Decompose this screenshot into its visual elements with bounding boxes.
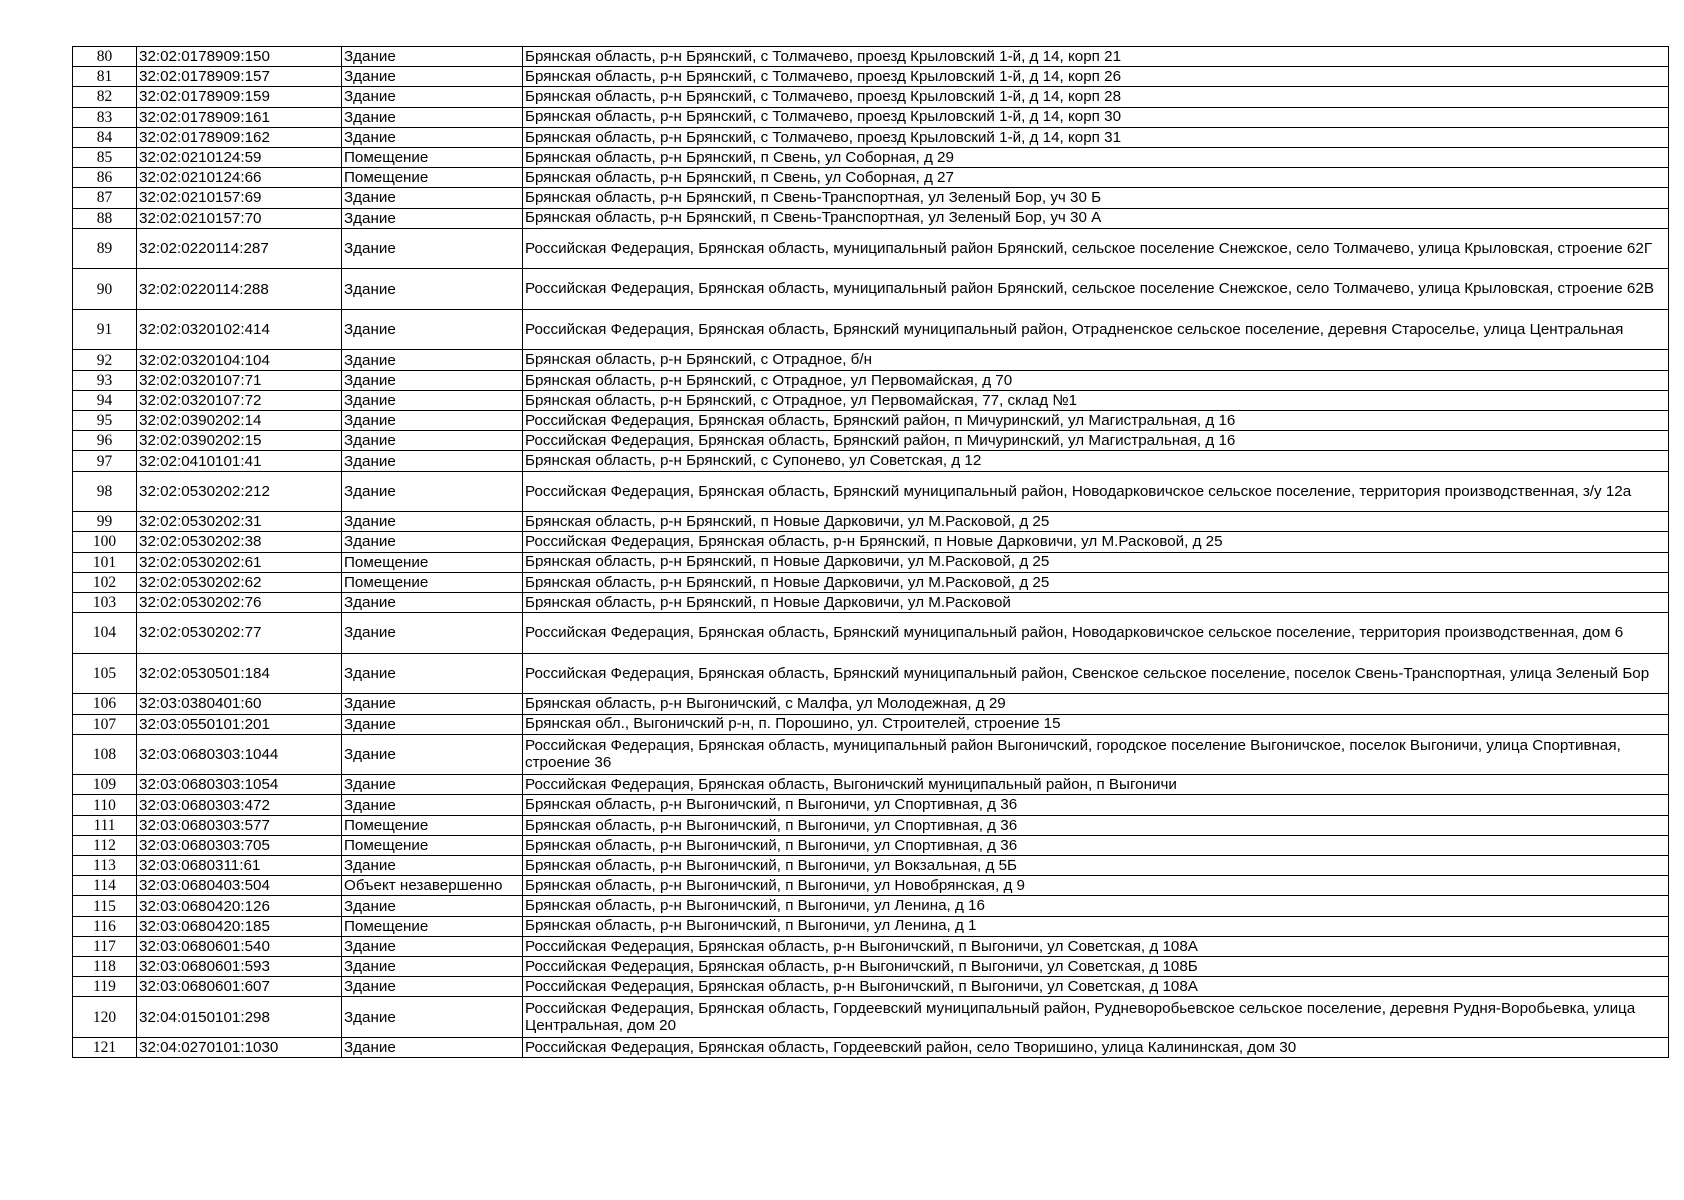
table-row (73, 390, 1669, 410)
table-row (73, 896, 1669, 916)
address-cell: Брянская область, р-н Брянский, п Свень, ул Соборная, д 27 (523, 168, 1669, 188)
cadastral-number-cell: 32:03:0550101:201 (137, 714, 342, 734)
cadastral-number-cell: 32:02:0178909:162 (137, 127, 342, 147)
row-number-cell: 100 (73, 532, 137, 552)
object-type-cell: Здание (342, 592, 523, 612)
row-number-cell: 109 (73, 775, 137, 795)
cadastral-number-cell: 32:02:0530202:31 (137, 512, 342, 532)
object-type-cell: Здание (342, 795, 523, 815)
object-type-cell: Здание (342, 471, 523, 512)
address-cell: Брянская область, р-н Выгоничский, п Выгоничи, ул Спортивная, д 36 (523, 815, 1669, 835)
address-cell: Брянская область, р-н Выгоничский, п Выгоничи, ул Новобрянская, д 9 (523, 876, 1669, 896)
cadastral-number-cell: 32:02:0390202:14 (137, 411, 342, 431)
cadastral-number-cell: 32:03:0380401:60 (137, 694, 342, 714)
address-cell: Брянская область, р-н Брянский, с Отрадное, ул Первомайская, 77, склад №1 (523, 390, 1669, 410)
table-row (73, 471, 1669, 512)
address-cell: Брянская область, р-н Выгоничский, п Выгоничи, ул Ленина, д 16 (523, 896, 1669, 916)
table-row (73, 572, 1669, 592)
document-page (72, 46, 1668, 1058)
table-row (73, 188, 1669, 208)
row-number-cell: 113 (73, 856, 137, 876)
row-number-cell: 88 (73, 208, 137, 228)
table-row (73, 714, 1669, 734)
cadastral-number-cell: 32:02:0530202:38 (137, 532, 342, 552)
cadastral-number-cell: 32:02:0320107:71 (137, 370, 342, 390)
object-type-cell: Помещение (342, 552, 523, 572)
property-table-body (73, 47, 1669, 1058)
address-cell: Российская Федерация, Брянская область, Брянский район, п Мичуринский, ул Магистральная, д 16 (523, 431, 1669, 451)
object-type-cell: Здание (342, 1037, 523, 1057)
address-cell: Российская Федерация, Брянская область, муниципальный район Брянский, сельское поселение Снежское, село Толмачево, улица Крыловская, строение 62В (523, 269, 1669, 310)
address-cell: Брянская область, р-н Брянский, п Свень, ул Соборная, д 29 (523, 147, 1669, 167)
row-number-cell: 110 (73, 795, 137, 815)
address-cell: Брянская область, р-н Выгоничский, п Выгоничи, ул Ленина, д 1 (523, 916, 1669, 936)
row-number-cell: 86 (73, 168, 137, 188)
table-row (73, 107, 1669, 127)
row-number-cell: 82 (73, 87, 137, 107)
cadastral-number-cell: 32:03:0680420:126 (137, 896, 342, 916)
cadastral-number-cell: 32:02:0320104:104 (137, 350, 342, 370)
table-row (73, 87, 1669, 107)
table-row (73, 208, 1669, 228)
cadastral-number-cell: 32:03:0680420:185 (137, 916, 342, 936)
object-type-cell: Помещение (342, 835, 523, 855)
row-number-cell: 115 (73, 896, 137, 916)
cadastral-number-cell: 32:03:0680303:1044 (137, 734, 342, 775)
table-row (73, 532, 1669, 552)
row-number-cell: 91 (73, 309, 137, 350)
object-type-cell: Здание (342, 208, 523, 228)
cadastral-number-cell: 32:02:0220114:287 (137, 228, 342, 269)
table-row (73, 815, 1669, 835)
object-type-cell: Здание (342, 309, 523, 350)
table-row (73, 350, 1669, 370)
row-number-cell: 97 (73, 451, 137, 471)
address-cell: Брянская область, р-н Брянский, с Отрадное, б/н (523, 350, 1669, 370)
row-number-cell: 99 (73, 512, 137, 532)
address-cell: Брянская область, р-н Брянский, с Отрадное, ул Первомайская, д 70 (523, 370, 1669, 390)
address-cell: Российская Федерация, Брянская область, Гордеевский район, село Творишино, улица Калининская, дом 30 (523, 1037, 1669, 1057)
row-number-cell: 102 (73, 572, 137, 592)
cadastral-number-cell: 32:02:0530202:77 (137, 613, 342, 654)
cadastral-number-cell: 32:02:0530202:76 (137, 592, 342, 612)
cadastral-number-cell: 32:02:0410101:41 (137, 451, 342, 471)
cadastral-number-cell: 32:02:0210157:69 (137, 188, 342, 208)
cadastral-number-cell: 32:03:0680303:472 (137, 795, 342, 815)
table-row (73, 451, 1669, 471)
row-number-cell: 101 (73, 552, 137, 572)
object-type-cell: Здание (342, 896, 523, 916)
row-number-cell: 89 (73, 228, 137, 269)
cadastral-number-cell: 32:02:0530501:184 (137, 653, 342, 694)
address-cell: Российская Федерация, Брянская область, Брянский муниципальный район, Свенское сельское поселение, поселок Свень-Транспортная, улица Зеленый Бор (523, 653, 1669, 694)
object-type-cell: Здание (342, 936, 523, 956)
row-number-cell: 98 (73, 471, 137, 512)
address-cell: Брянская область, р-н Брянский, с Толмачево, проезд Крыловский 1-й, д 14, корп 21 (523, 47, 1669, 67)
address-cell: Российская Федерация, Брянская область, р-н Выгоничский, п Выгоничи, ул Советская, д 108А (523, 936, 1669, 956)
table-row (73, 775, 1669, 795)
row-number-cell: 85 (73, 147, 137, 167)
address-cell: Российская Федерация, Брянская область, Выгоничский муниципальный район, п Выгоничи (523, 775, 1669, 795)
row-number-cell: 95 (73, 411, 137, 431)
object-type-cell: Помещение (342, 815, 523, 835)
table-row (73, 835, 1669, 855)
object-type-cell: Здание (342, 997, 523, 1038)
row-number-cell: 112 (73, 835, 137, 855)
cadastral-number-cell: 32:04:0150101:298 (137, 997, 342, 1038)
table-row (73, 997, 1669, 1038)
table-row (73, 734, 1669, 775)
row-number-cell: 84 (73, 127, 137, 147)
cadastral-number-cell: 32:02:0178909:157 (137, 67, 342, 87)
address-cell: Брянская область, р-н Брянский, с Толмачево, проезд Крыловский 1-й, д 14, корп 26 (523, 67, 1669, 87)
cadastral-number-cell: 32:02:0210124:59 (137, 147, 342, 167)
row-number-cell: 108 (73, 734, 137, 775)
object-type-cell: Здание (342, 613, 523, 654)
table-row (73, 936, 1669, 956)
object-type-cell: Здание (342, 856, 523, 876)
property-table (72, 46, 1669, 1058)
object-type-cell: Помещение (342, 916, 523, 936)
address-cell: Брянская область, р-н Брянский, п Новые Дарковичи, ул М.Расковой, д 25 (523, 552, 1669, 572)
row-number-cell: 114 (73, 876, 137, 896)
address-cell: Российская Федерация, Брянская область, Гордеевский муниципальный район, Рудневоробьевское сельское поселение, деревня Рудня-Воробьевка, улица Центральная, дом 20 (523, 997, 1669, 1038)
object-type-cell: Здание (342, 269, 523, 310)
object-type-cell: Здание (342, 390, 523, 410)
table-row (73, 512, 1669, 532)
address-cell: Брянская область, р-н Брянский, п Свень-Транспортная, ул Зеленый Бор, уч 30 А (523, 208, 1669, 228)
object-type-cell: Здание (342, 451, 523, 471)
row-number-cell: 111 (73, 815, 137, 835)
row-number-cell: 121 (73, 1037, 137, 1057)
row-number-cell: 96 (73, 431, 137, 451)
table-row (73, 309, 1669, 350)
row-number-cell: 103 (73, 592, 137, 612)
cadastral-number-cell: 32:03:0680601:540 (137, 936, 342, 956)
object-type-cell: Здание (342, 532, 523, 552)
table-row (73, 613, 1669, 654)
row-number-cell: 93 (73, 370, 137, 390)
table-row (73, 370, 1669, 390)
table-row (73, 694, 1669, 714)
table-row (73, 431, 1669, 451)
row-number-cell: 106 (73, 694, 137, 714)
address-cell: Российская Федерация, Брянская область, Брянский муниципальный район, Отрадненское сельское поселение, деревня Староселье, улица Центральная (523, 309, 1669, 350)
object-type-cell: Здание (342, 188, 523, 208)
object-type-cell: Здание (342, 734, 523, 775)
object-type-cell: Помещение (342, 572, 523, 592)
cadastral-number-cell: 32:03:0680303:1054 (137, 775, 342, 795)
row-number-cell: 94 (73, 390, 137, 410)
cadastral-number-cell: 32:03:0680403:504 (137, 876, 342, 896)
row-number-cell: 120 (73, 997, 137, 1038)
table-row (73, 67, 1669, 87)
row-number-cell: 81 (73, 67, 137, 87)
table-row (73, 127, 1669, 147)
cadastral-number-cell: 32:02:0210124:66 (137, 168, 342, 188)
cadastral-number-cell: 32:02:0178909:159 (137, 87, 342, 107)
table-row (73, 653, 1669, 694)
object-type-cell: Здание (342, 512, 523, 532)
table-row (73, 795, 1669, 815)
object-type-cell: Здание (342, 107, 523, 127)
address-cell: Брянская область, р-н Брянский, с Толмачево, проезд Крыловский 1-й, д 14, корп 31 (523, 127, 1669, 147)
address-cell: Российская Федерация, Брянская область, р-н Выгоничский, п Выгоничи, ул Советская, д 108Б (523, 956, 1669, 976)
object-type-cell: Здание (342, 956, 523, 976)
object-type-cell: Помещение (342, 168, 523, 188)
table-row (73, 1037, 1669, 1057)
cadastral-number-cell: 32:02:0178909:161 (137, 107, 342, 127)
cadastral-number-cell: 32:03:0680303:577 (137, 815, 342, 835)
table-row (73, 592, 1669, 612)
address-cell: Брянская область, р-н Брянский, с Толмачево, проезд Крыловский 1-й, д 14, корп 28 (523, 87, 1669, 107)
cadastral-number-cell: 32:02:0390202:15 (137, 431, 342, 451)
cadastral-number-cell: 32:02:0530202:61 (137, 552, 342, 572)
table-row (73, 916, 1669, 936)
object-type-cell: Здание (342, 977, 523, 997)
cadastral-number-cell: 32:03:0680601:607 (137, 977, 342, 997)
table-row (73, 876, 1669, 896)
address-cell: Российская Федерация, Брянская область, р-н Брянский, п Новые Дарковичи, ул М.Расковой, д 25 (523, 532, 1669, 552)
row-number-cell: 118 (73, 956, 137, 976)
object-type-cell: Здание (342, 714, 523, 734)
object-type-cell: Здание (342, 127, 523, 147)
table-row (73, 411, 1669, 431)
object-type-cell: Здание (342, 694, 523, 714)
address-cell: Брянская область, р-н Брянский, п Новые Дарковичи, ул М.Расковой, д 25 (523, 512, 1669, 532)
row-number-cell: 92 (73, 350, 137, 370)
row-number-cell: 80 (73, 47, 137, 67)
object-type-cell: Здание (342, 370, 523, 390)
address-cell: Российская Федерация, Брянская область, Брянский муниципальный район, Новодарковичское сельское поселение, территория производственная, дом 6 (523, 613, 1669, 654)
row-number-cell: 104 (73, 613, 137, 654)
row-number-cell: 83 (73, 107, 137, 127)
table-row (73, 228, 1669, 269)
row-number-cell: 117 (73, 936, 137, 956)
row-number-cell: 105 (73, 653, 137, 694)
table-row (73, 269, 1669, 310)
cadastral-number-cell: 32:02:0320107:72 (137, 390, 342, 410)
address-cell: Брянская область, р-н Брянский, с Супонево, ул Советская, д 12 (523, 451, 1669, 471)
table-row (73, 47, 1669, 67)
cadastral-number-cell: 32:02:0320102:414 (137, 309, 342, 350)
row-number-cell: 107 (73, 714, 137, 734)
address-cell: Брянская область, р-н Брянский, п Свень-Транспортная, ул Зеленый Бор, уч 30 Б (523, 188, 1669, 208)
object-type-cell: Объект незавершенно (342, 876, 523, 896)
address-cell: Брянская область, р-н Выгоничский, п Выгоничи, ул Вокзальная, д 5Б (523, 856, 1669, 876)
object-type-cell: Здание (342, 87, 523, 107)
address-cell: Российская Федерация, Брянская область, Брянский муниципальный район, Новодарковичское сельское поселение, территория производственная, з/у 12а (523, 471, 1669, 512)
cadastral-number-cell: 32:03:0680303:705 (137, 835, 342, 855)
cadastral-number-cell: 32:03:0680311:61 (137, 856, 342, 876)
address-cell: Брянская область, р-н Выгоничский, с Малфа, ул Молодежная, д 29 (523, 694, 1669, 714)
object-type-cell: Помещение (342, 147, 523, 167)
table-row (73, 977, 1669, 997)
cadastral-number-cell: 32:04:0270101:1030 (137, 1037, 342, 1057)
cadastral-number-cell: 32:02:0530202:62 (137, 572, 342, 592)
address-cell: Брянская область, р-н Брянский, п Новые Дарковичи, ул М.Расковой, д 25 (523, 572, 1669, 592)
address-cell: Брянская область, р-н Выгоничский, п Выгоничи, ул Спортивная, д 36 (523, 795, 1669, 815)
table-row (73, 147, 1669, 167)
address-cell: Российская Федерация, Брянская область, р-н Выгоничский, п Выгоничи, ул Советская, д 108А (523, 977, 1669, 997)
cadastral-number-cell: 32:02:0178909:150 (137, 47, 342, 67)
table-row (73, 956, 1669, 976)
cadastral-number-cell: 32:03:0680601:593 (137, 956, 342, 976)
object-type-cell: Здание (342, 228, 523, 269)
object-type-cell: Здание (342, 431, 523, 451)
object-type-cell: Здание (342, 47, 523, 67)
address-cell: Брянская обл., Выгоничский р-н, п. Порошино, ул. Строителей, строение 15 (523, 714, 1669, 734)
row-number-cell: 119 (73, 977, 137, 997)
row-number-cell: 87 (73, 188, 137, 208)
address-cell: Брянская область, р-н Выгоничский, п Выгоничи, ул Спортивная, д 36 (523, 835, 1669, 855)
object-type-cell: Здание (342, 350, 523, 370)
table-row (73, 856, 1669, 876)
object-type-cell: Здание (342, 411, 523, 431)
address-cell: Российская Федерация, Брянская область, муниципальный район Выгоничский, городское поселение Выгоничское, поселок Выгоничи, улица Спортивная, строение 36 (523, 734, 1669, 775)
row-number-cell: 116 (73, 916, 137, 936)
object-type-cell: Здание (342, 67, 523, 87)
address-cell: Российская Федерация, Брянская область, Брянский район, п Мичуринский, ул Магистральная, д 16 (523, 411, 1669, 431)
address-cell: Брянская область, р-н Брянский, п Новые Дарковичи, ул М.Расковой (523, 592, 1669, 612)
address-cell: Брянская область, р-н Брянский, с Толмачево, проезд Крыловский 1-й, д 14, корп 30 (523, 107, 1669, 127)
table-row (73, 552, 1669, 572)
cadastral-number-cell: 32:02:0220114:288 (137, 269, 342, 310)
address-cell: Российская Федерация, Брянская область, муниципальный район Брянский, сельское поселение Снежское, село Толмачево, улица Крыловская, строение 62Г (523, 228, 1669, 269)
object-type-cell: Здание (342, 653, 523, 694)
object-type-cell: Здание (342, 775, 523, 795)
cadastral-number-cell: 32:02:0210157:70 (137, 208, 342, 228)
row-number-cell: 90 (73, 269, 137, 310)
table-row (73, 168, 1669, 188)
cadastral-number-cell: 32:02:0530202:212 (137, 471, 342, 512)
